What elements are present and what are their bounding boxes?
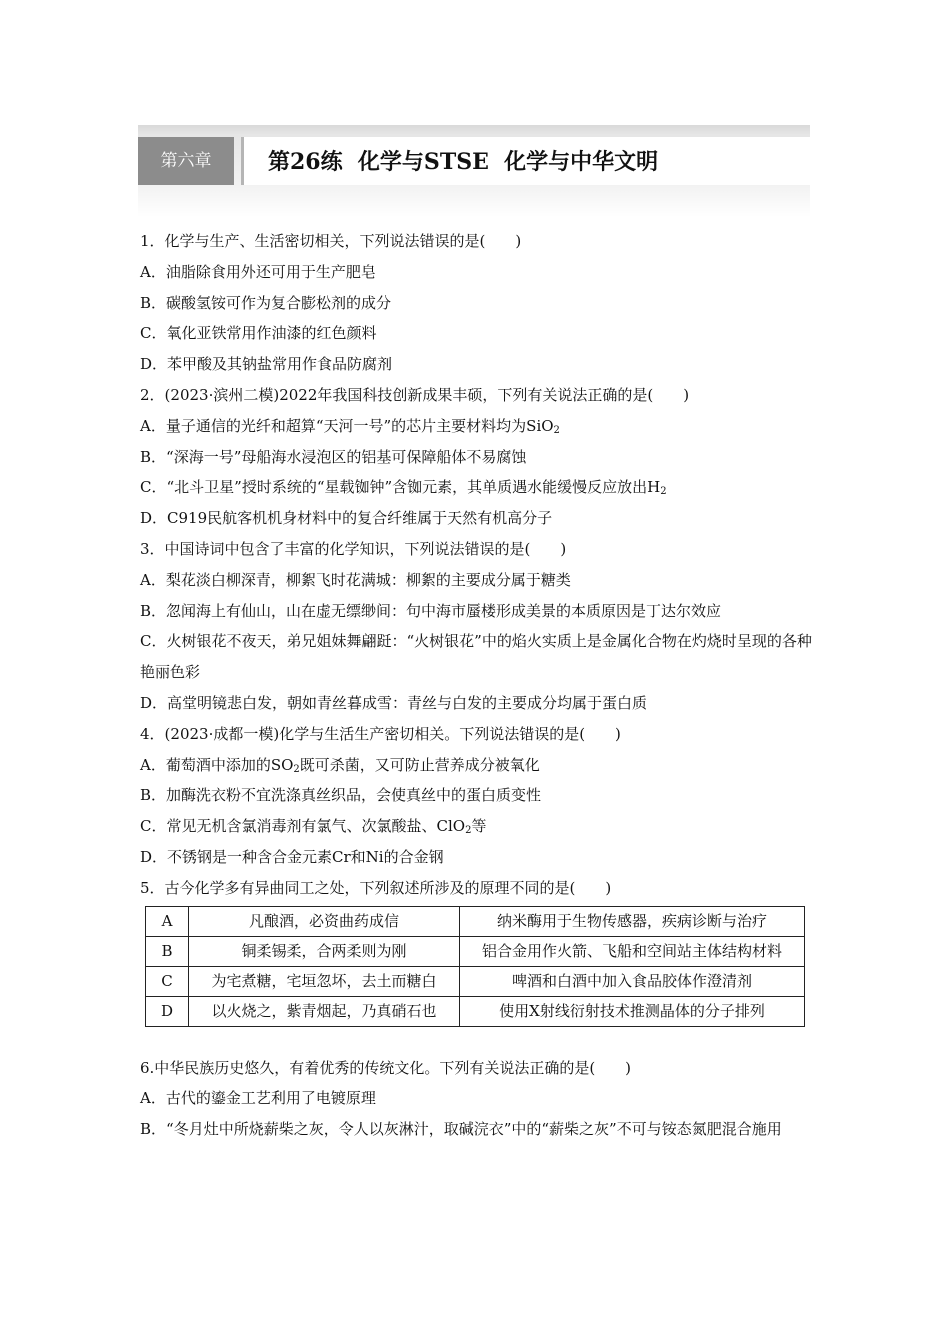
- subscript: 2: [465, 825, 472, 837]
- table-row: [146, 936, 805, 966]
- question-stem: 4．(2023·成都一模)化学与生活生产密切相关。下列说法错误的是( ): [140, 724, 621, 743]
- question-option: D．苯甲酸及其钠盐常用作食品防腐剂: [140, 355, 393, 374]
- question-option: [140, 411, 812, 442]
- question-option: A．油脂除食用外还可用于生产肥皂: [140, 262, 376, 281]
- option-text: 既可杀菌，又可防止营养成分被氧化: [299, 755, 540, 774]
- question-stem: 6.中华民族历史悠久，有着优秀的传统文化。下列有关说法正确的是( ): [140, 1058, 632, 1077]
- option-text: C．常见无机含氯消毒剂有氯气、次氯酸盐、ClO: [140, 817, 466, 836]
- table-cell-ancient: 铜柔锡柔，合两柔则为刚: [189, 936, 460, 966]
- table-cell-label: A: [146, 906, 189, 936]
- table-cell-ancient: 以火烧之，紫青烟起，乃真硝石也: [189, 996, 460, 1026]
- question-option: B．碳酸氢铵可作为复合膨松剂的成分: [140, 293, 392, 312]
- question-stem: 2．(2023·滨州二模)2022年我国科技创新成果丰硕，下列有关说法正确的是( ): [140, 385, 690, 404]
- table-row: [146, 996, 805, 1026]
- table-cell-modern: 纳米酶用于生物传感器，疾病诊断与治疗: [460, 906, 805, 936]
- table-cell-label: B: [146, 936, 189, 966]
- question-option: B．“深海一号”母船海水浸泡区的铝基可保障船体不易腐蚀: [140, 447, 527, 466]
- question-stem: 1．化学与生产、生活密切相关，下列说法错误的是( ): [140, 232, 522, 250]
- table-cell-ancient: 为宅煮糖，宅垣忽坏，去土而糖白: [189, 966, 460, 996]
- comparison-table: [145, 906, 805, 1027]
- option-text: A．量子通信的光纤和超算“天河一号”的芯片主要材料均为SiO: [140, 416, 554, 435]
- question-option: [140, 750, 812, 781]
- question-option: A．梨花淡白柳深青，柳絮飞时花满城：柳絮的主要成分属于糖类: [140, 570, 571, 589]
- question-option: C．氧化亚铁常用作油漆的红色颜料: [140, 324, 377, 343]
- question-option: D．C919民航客机机身材料中的复合纤维属于天然有机高分子: [140, 509, 553, 528]
- table-row: [146, 966, 805, 996]
- option-text: C．“北斗卫星”授时系统的“星载铷钟”含铷元素，其单质遇水能缓慢反应放出H: [140, 478, 661, 497]
- question-option: D．不锈钢是一种含合金元素Cr和Ni的合金钢: [140, 847, 444, 866]
- table-cell-modern: 啤酒和白酒中加入食品胶体作澄清剂: [460, 966, 805, 996]
- question-stem: 3．中国诗词中包含了丰富的化学知识，下列说法错误的是( ): [140, 539, 567, 558]
- question-option: C．火树银花不夜天，弟兄姐妹舞翩跹：“火树银花”中的焰火实质上是金属化合物在灼烧时呈现的各种艳丽色彩: [140, 632, 812, 682]
- page-title: 第26练 化学与STSE 化学与中华文明: [268, 149, 659, 175]
- question-option: A．古代的鎏金工艺利用了电镀原理: [140, 1089, 376, 1108]
- question-stem: 5．古今化学多有异曲同工之处，下列叙述所涉及的原理不同的是( ): [140, 878, 612, 897]
- table-row: [146, 906, 805, 936]
- chapter-banner: [138, 125, 810, 217]
- question-option: D．高堂明镜悲白发，朝如青丝暮成雪：青丝与白发的主要成分均属于蛋白质: [140, 693, 648, 712]
- question-list: [140, 226, 812, 1145]
- option-text: 等: [471, 817, 487, 836]
- subscript: 2: [660, 486, 667, 498]
- question-option: [140, 811, 812, 842]
- table-cell-label: D: [146, 996, 189, 1026]
- question-option: B．加酶洗衣粉不宜洗涤真丝织品，会使真丝中的蛋白质变性: [140, 786, 542, 805]
- option-text: A．葡萄酒中添加的SO: [140, 755, 294, 774]
- question-option: B．“冬月灶中所烧薪柴之灰，令人以灰淋汁，取碱浣衣”中的“薪柴之灰”不可与铵态氮肥混合施用: [140, 1120, 782, 1139]
- table-cell-ancient: 凡酿酒，必资曲药成信: [189, 906, 460, 936]
- subscript: 2: [293, 763, 300, 775]
- table-cell-label: C: [146, 966, 189, 996]
- table-cell-modern: 铝合金用作火箭、飞船和空间站主体结构材料: [460, 936, 805, 966]
- question-option: [140, 472, 812, 503]
- subscript: 2: [553, 424, 560, 436]
- table-cell-modern: 使用X射线衍射技术推测晶体的分子排列: [460, 996, 805, 1026]
- spacer: [140, 1027, 812, 1053]
- question-option: B．忽闻海上有仙山，山在虚无缥缈间：句中海市蜃楼形成美景的本质原因是丁达尔效应: [140, 601, 722, 620]
- chapter-tag: 第六章: [138, 137, 234, 185]
